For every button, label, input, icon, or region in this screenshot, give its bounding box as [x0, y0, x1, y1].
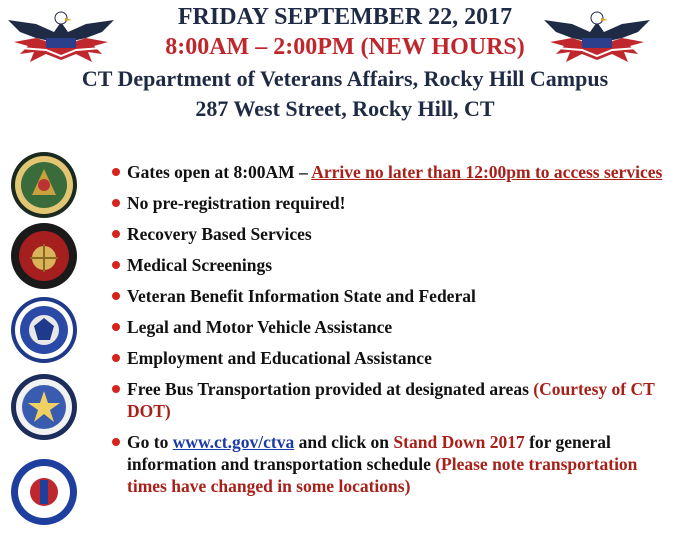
goto-mid-text: and click on	[294, 432, 394, 452]
event-date-title: FRIDAY SEPTEMBER 22, 2017	[177, 4, 513, 30]
list-item	[112, 223, 672, 245]
medical-screenings-text: Medical Screenings	[127, 255, 273, 275]
list-item	[112, 347, 672, 369]
coast-guard-seal-icon	[10, 458, 78, 526]
army-seal-icon	[10, 151, 78, 219]
services-list	[112, 161, 672, 506]
list-item	[112, 285, 672, 307]
legal-assistance-text: Legal and Motor Vehicle Assistance	[127, 317, 393, 337]
list-item	[112, 192, 672, 214]
list-item	[112, 161, 672, 183]
stand-down-text: Stand Down 2017	[393, 432, 525, 452]
bus-transportation-text: Free Bus Transportation provided at designated areas	[127, 379, 529, 399]
marine-corps-seal-icon	[10, 222, 78, 290]
event-hours: 8:00AM – 2:00PM (NEW HOURS)	[165, 34, 525, 60]
benefit-info-text: Veteran Benefit Information State and Federal	[127, 286, 476, 306]
event-address: 287 West Street, Rocky Hill, CT	[195, 96, 495, 121]
no-prereg-text: No pre-registration required!	[127, 193, 346, 213]
list-item	[112, 378, 672, 422]
event-venue: CT Department of Veterans Affairs, Rocky Hill Campus	[81, 66, 609, 91]
list-item	[112, 254, 672, 276]
navy-seal-icon	[10, 296, 78, 364]
employment-assistance-text: Employment and Educational Assistance	[127, 348, 432, 368]
goto-rest-text: for general information and transportation schedule	[127, 432, 611, 474]
air-force-seal-icon	[10, 373, 78, 441]
list-item	[112, 316, 672, 338]
goto-prefix-text: Go to	[127, 432, 173, 452]
recovery-services-text: Recovery Based Services	[127, 224, 312, 244]
ctva-website-link[interactable]: www.ct.gov/ctva	[172, 432, 295, 452]
transportation-note-text: (Please note transportation times have changed in some locations)	[127, 454, 638, 496]
gates-open-text: Gates open at 8:00AM –	[127, 162, 312, 182]
bus-courtesy-text: (Courtesy of CT DOT)	[127, 379, 655, 421]
arrive-deadline-text: Arrive no later than 12:00pm to access services	[311, 162, 663, 182]
list-item	[112, 431, 672, 497]
